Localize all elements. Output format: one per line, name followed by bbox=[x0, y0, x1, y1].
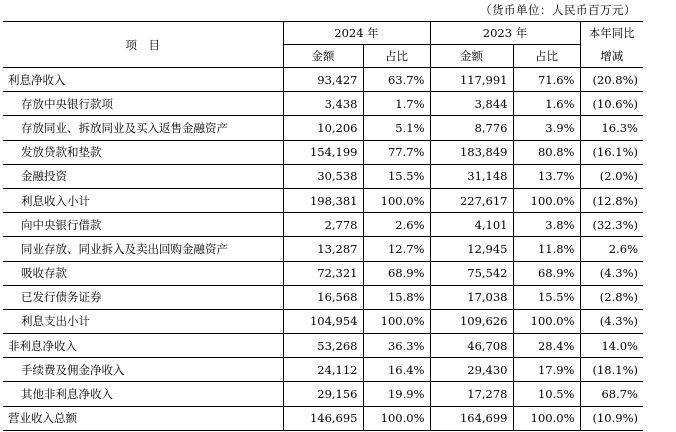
share-2024: 19.9% bbox=[363, 382, 430, 406]
amount-2024: 53,268 bbox=[283, 334, 363, 358]
yoy-change: 14.0% bbox=[580, 334, 643, 358]
share-2023: 1.6% bbox=[513, 92, 580, 116]
row-label: 手续费及佣金净收入 bbox=[3, 358, 283, 382]
amount-2023: 46,708 bbox=[430, 334, 513, 358]
row-label: 金融投资 bbox=[3, 164, 283, 188]
header-change-line1: 本年同比 bbox=[580, 22, 643, 45]
amount-2023: 75,542 bbox=[430, 261, 513, 285]
amount-2024: 30,538 bbox=[283, 164, 363, 188]
share-2023: 3.8% bbox=[513, 213, 580, 237]
header-share-2024: 占比 bbox=[363, 45, 430, 68]
header-year-2023: 2023 年 bbox=[430, 22, 580, 45]
row-label: 已发行债务证券 bbox=[3, 285, 283, 309]
yoy-change: (18.1%) bbox=[580, 358, 643, 382]
amount-2024: 146,695 bbox=[283, 406, 363, 430]
share-2024: 5.1% bbox=[363, 116, 430, 140]
amount-2023: 17,038 bbox=[430, 285, 513, 309]
row-label: 发放贷款和垫款 bbox=[3, 140, 283, 164]
share-2023: 100.0% bbox=[513, 406, 580, 430]
table-row bbox=[3, 188, 643, 212]
amount-2023: 3,844 bbox=[430, 92, 513, 116]
row-label: 向中央银行借款 bbox=[3, 213, 283, 237]
yoy-change: (16.1%) bbox=[580, 140, 643, 164]
share-2023: 80.8% bbox=[513, 140, 580, 164]
share-2024: 2.6% bbox=[363, 213, 430, 237]
table-row bbox=[3, 164, 643, 188]
amount-2023: 17,278 bbox=[430, 382, 513, 406]
header-amount-2024: 金额 bbox=[283, 45, 363, 68]
share-2024: 68.9% bbox=[363, 261, 430, 285]
yoy-change: 2.6% bbox=[580, 237, 643, 261]
amount-2023: 12,945 bbox=[430, 237, 513, 261]
header-change-line2: 增减 bbox=[580, 45, 643, 68]
amount-2024: 93,427 bbox=[283, 68, 363, 92]
yoy-change: (20.8%) bbox=[580, 68, 643, 92]
share-2023: 100.0% bbox=[513, 309, 580, 333]
table-row bbox=[3, 68, 643, 92]
yoy-change: 16.3% bbox=[580, 116, 643, 140]
yoy-change: 68.7% bbox=[580, 382, 643, 406]
amount-2023: 8,776 bbox=[430, 116, 513, 140]
share-2024: 15.8% bbox=[363, 285, 430, 309]
amount-2023: 117,991 bbox=[430, 68, 513, 92]
share-2024: 100.0% bbox=[363, 406, 430, 430]
currency-unit-note: （货币单位：人民币百万元） bbox=[480, 3, 636, 17]
yoy-change: (32.3%) bbox=[580, 213, 643, 237]
share-2024: 100.0% bbox=[363, 309, 430, 333]
table-row bbox=[3, 237, 643, 261]
yoy-change: (4.3%) bbox=[580, 309, 643, 333]
share-2023: 13.7% bbox=[513, 164, 580, 188]
share-2023: 17.9% bbox=[513, 358, 580, 382]
yoy-change: (10.9%) bbox=[580, 406, 643, 430]
row-label: 其他非利息净收入 bbox=[3, 382, 283, 406]
amount-2023: 31,148 bbox=[430, 164, 513, 188]
table-row bbox=[3, 334, 643, 358]
share-2024: 63.7% bbox=[363, 68, 430, 92]
amount-2024: 2,778 bbox=[283, 213, 363, 237]
table-row bbox=[3, 406, 643, 430]
amount-2024: 3,438 bbox=[283, 92, 363, 116]
header-share-2023: 占比 bbox=[513, 45, 580, 68]
amount-2023: 183,849 bbox=[430, 140, 513, 164]
amount-2023: 29,430 bbox=[430, 358, 513, 382]
table-row bbox=[3, 213, 643, 237]
amount-2023: 164,699 bbox=[430, 406, 513, 430]
table-row bbox=[3, 358, 643, 382]
row-label: 存放中央银行款项 bbox=[3, 92, 283, 116]
share-2023: 11.8% bbox=[513, 237, 580, 261]
amount-2023: 227,617 bbox=[430, 188, 513, 212]
yoy-change: (4.3%) bbox=[580, 261, 643, 285]
yoy-change: (12.8%) bbox=[580, 188, 643, 212]
share-2023: 68.9% bbox=[513, 261, 580, 285]
amount-2024: 29,156 bbox=[283, 382, 363, 406]
row-label: 利息收入小计 bbox=[3, 188, 283, 212]
table-row bbox=[3, 140, 643, 164]
share-2024: 100.0% bbox=[363, 188, 430, 212]
share-2023: 28.4% bbox=[513, 334, 580, 358]
share-2024: 15.5% bbox=[363, 164, 430, 188]
table-row bbox=[3, 92, 643, 116]
share-2024: 16.4% bbox=[363, 358, 430, 382]
yoy-change: (2.0%) bbox=[580, 164, 643, 188]
amount-2024: 198,381 bbox=[283, 188, 363, 212]
row-label: 利息支出小计 bbox=[3, 309, 283, 333]
yoy-change: (10.6%) bbox=[580, 92, 643, 116]
share-2024: 77.7% bbox=[363, 140, 430, 164]
amount-2024: 24,112 bbox=[283, 358, 363, 382]
share-2023: 71.6% bbox=[513, 68, 580, 92]
table-row bbox=[3, 261, 643, 285]
amount-2024: 10,206 bbox=[283, 116, 363, 140]
amount-2024: 16,568 bbox=[283, 285, 363, 309]
amount-2023: 109,626 bbox=[430, 309, 513, 333]
share-2024: 1.7% bbox=[363, 92, 430, 116]
table-row bbox=[3, 285, 643, 309]
amount-2024: 72,321 bbox=[283, 261, 363, 285]
header-amount-2023: 金额 bbox=[430, 45, 513, 68]
row-label: 同业存放、同业拆入及卖出回购金融资产 bbox=[3, 237, 283, 261]
financial-table bbox=[3, 21, 643, 431]
table-row bbox=[3, 382, 643, 406]
row-label: 营业收入总额 bbox=[3, 406, 283, 430]
share-2023: 10.5% bbox=[513, 382, 580, 406]
amount-2024: 13,287 bbox=[283, 237, 363, 261]
row-label: 存放同业、拆放同业及买入返售金融资产 bbox=[3, 116, 283, 140]
row-label: 利息净收入 bbox=[8, 72, 66, 87]
table-row bbox=[3, 309, 643, 333]
share-2024: 36.3% bbox=[363, 334, 430, 358]
row-label: 吸收存款 bbox=[3, 261, 283, 285]
share-2023: 100.0% bbox=[513, 188, 580, 212]
yoy-change: (2.8%) bbox=[580, 285, 643, 309]
amount-2024: 104,954 bbox=[283, 309, 363, 333]
header-row-years bbox=[3, 22, 643, 45]
share-2023: 15.5% bbox=[513, 285, 580, 309]
header-year-2024: 2024 年 bbox=[283, 22, 430, 45]
amount-2024: 154,199 bbox=[283, 140, 363, 164]
amount-2023: 4,101 bbox=[430, 213, 513, 237]
share-2024: 12.7% bbox=[363, 237, 430, 261]
share-2023: 3.9% bbox=[513, 116, 580, 140]
header-item: 项 目 bbox=[3, 22, 283, 68]
table-row bbox=[3, 116, 643, 140]
row-label: 非利息净收入 bbox=[3, 334, 283, 358]
